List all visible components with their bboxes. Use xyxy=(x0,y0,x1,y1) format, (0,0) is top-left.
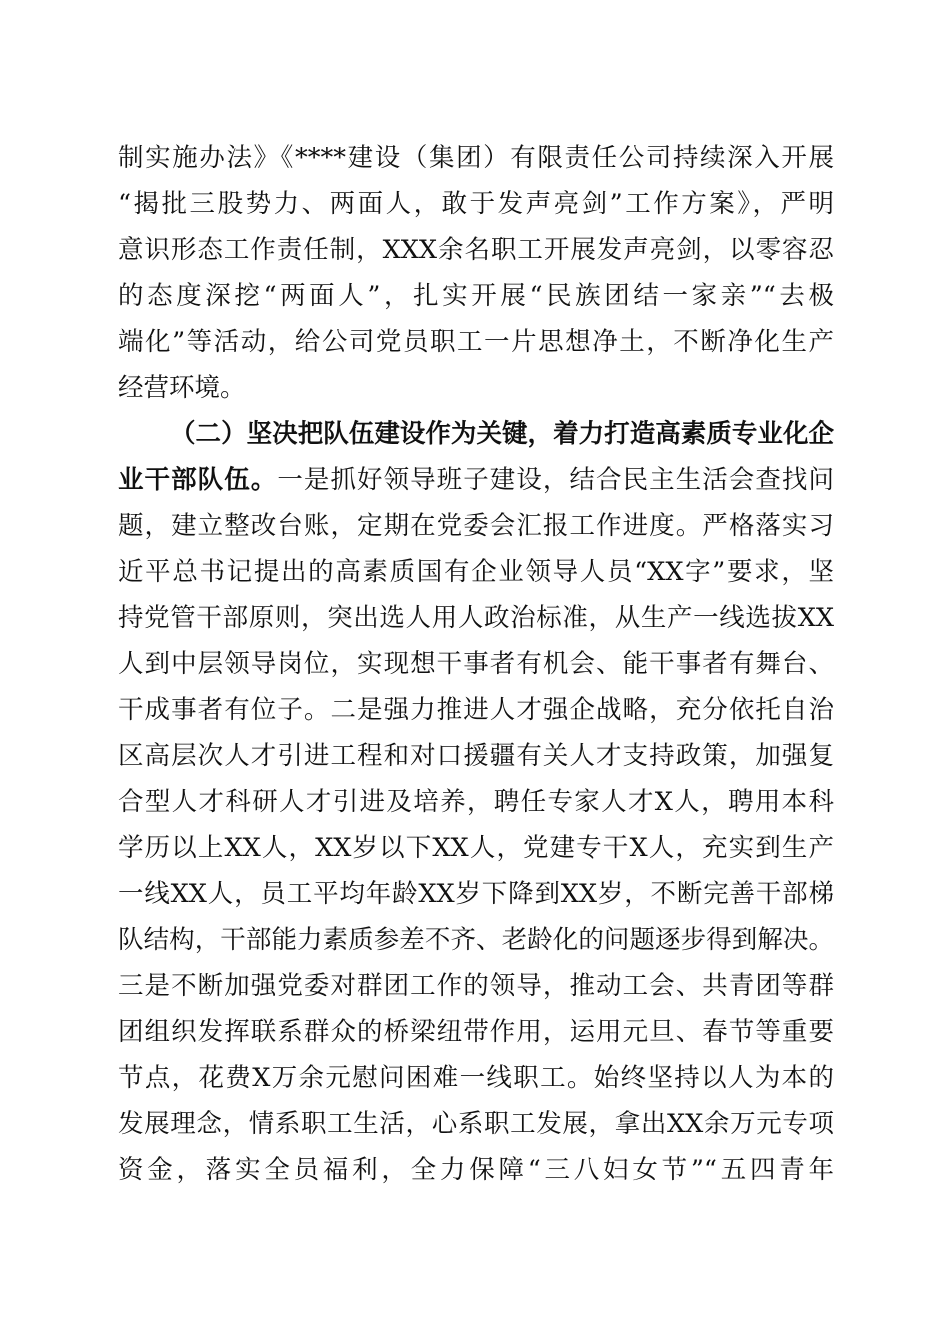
paragraph-line: 节点，花费X万余元慰问困难一线职工。始终坚持以人为本的 xyxy=(118,1063,834,1093)
paragraph-line: 持党管干部原则，突出选人用人政治标准，从生产一线选拔XX xyxy=(118,603,834,633)
paragraph-line: 题，建立整改台账，定期在党委会汇报工作进度。严格落实习 xyxy=(118,511,834,541)
paragraph-line: 区高层次人才引进工程和对口援疆有关人才支持政策，加强复 xyxy=(118,741,834,771)
paragraph-line: 制实施办法》《****建设（集团）有限责任公司持续深入开展 xyxy=(118,143,834,173)
paragraph-line: 干成事者有位子。二是强力推进人才强企战略，充分依托自治 xyxy=(118,695,834,725)
paragraph-line: 经营环境。 xyxy=(118,373,246,403)
paragraph-line: 一线XX人，员工平均年龄XX岁下降到XX岁，不断完善干部梯 xyxy=(118,879,834,909)
paragraph-line: 团组织发挥联系群众的桥梁纽带作用，运用元旦、春节等重要 xyxy=(118,1017,834,1047)
paragraph-line: 人到中层领导岗位，实现想干事者有机会、能干事者有舞台、 xyxy=(118,649,834,679)
paragraph-line: 资金，落实全员福利，全力保障“三八妇女节”“五四青年 xyxy=(118,1155,834,1185)
paragraph-line: 端化”等活动，给公司党员职工一片思想净土，不断净化生产 xyxy=(118,327,834,357)
section-heading-end: 业干部队伍。 xyxy=(118,465,278,495)
paragraph-line: 学历以上XX人，XX岁以下XX人，党建专干X人，充实到生产 xyxy=(118,833,834,863)
paragraph-line: 三是不断加强党委对群团工作的领导，推动工会、共青团等群 xyxy=(118,971,834,1001)
section-heading: （二）坚决把队伍建设作为关键，着力打造高素质专业化企 xyxy=(170,419,834,449)
section-heading-continuation xyxy=(118,460,834,500)
paragraph-line: 意识形态工作责任制，XXX余名职工开展发声亮剑，以零容忍 xyxy=(118,235,834,265)
section-text-start: 一是抓好领导班子建设，结合民主生活会查找问 xyxy=(277,465,834,495)
paragraph-line: 近平总书记提出的高素质国有企业领导人员“XX字”要求，坚 xyxy=(118,557,834,587)
paragraph-line: 发展理念，情系职工生活，心系职工发展，拿出XX余万元专项 xyxy=(118,1109,834,1139)
paragraph-line: “揭批三股势力、两面人，敢于发声亮剑”工作方案》，严明 xyxy=(118,189,834,219)
paragraph-line: 队结构，干部能力素质参差不齐、老龄化的问题逐步得到解决。 xyxy=(118,925,834,955)
paragraph-line: 的态度深挖“两面人”，扎实开展“民族团结一家亲”“去极 xyxy=(118,281,834,311)
paragraph-line: 合型人才科研人才引进及培养，聘任专家人才X人，聘用本科 xyxy=(118,787,834,817)
